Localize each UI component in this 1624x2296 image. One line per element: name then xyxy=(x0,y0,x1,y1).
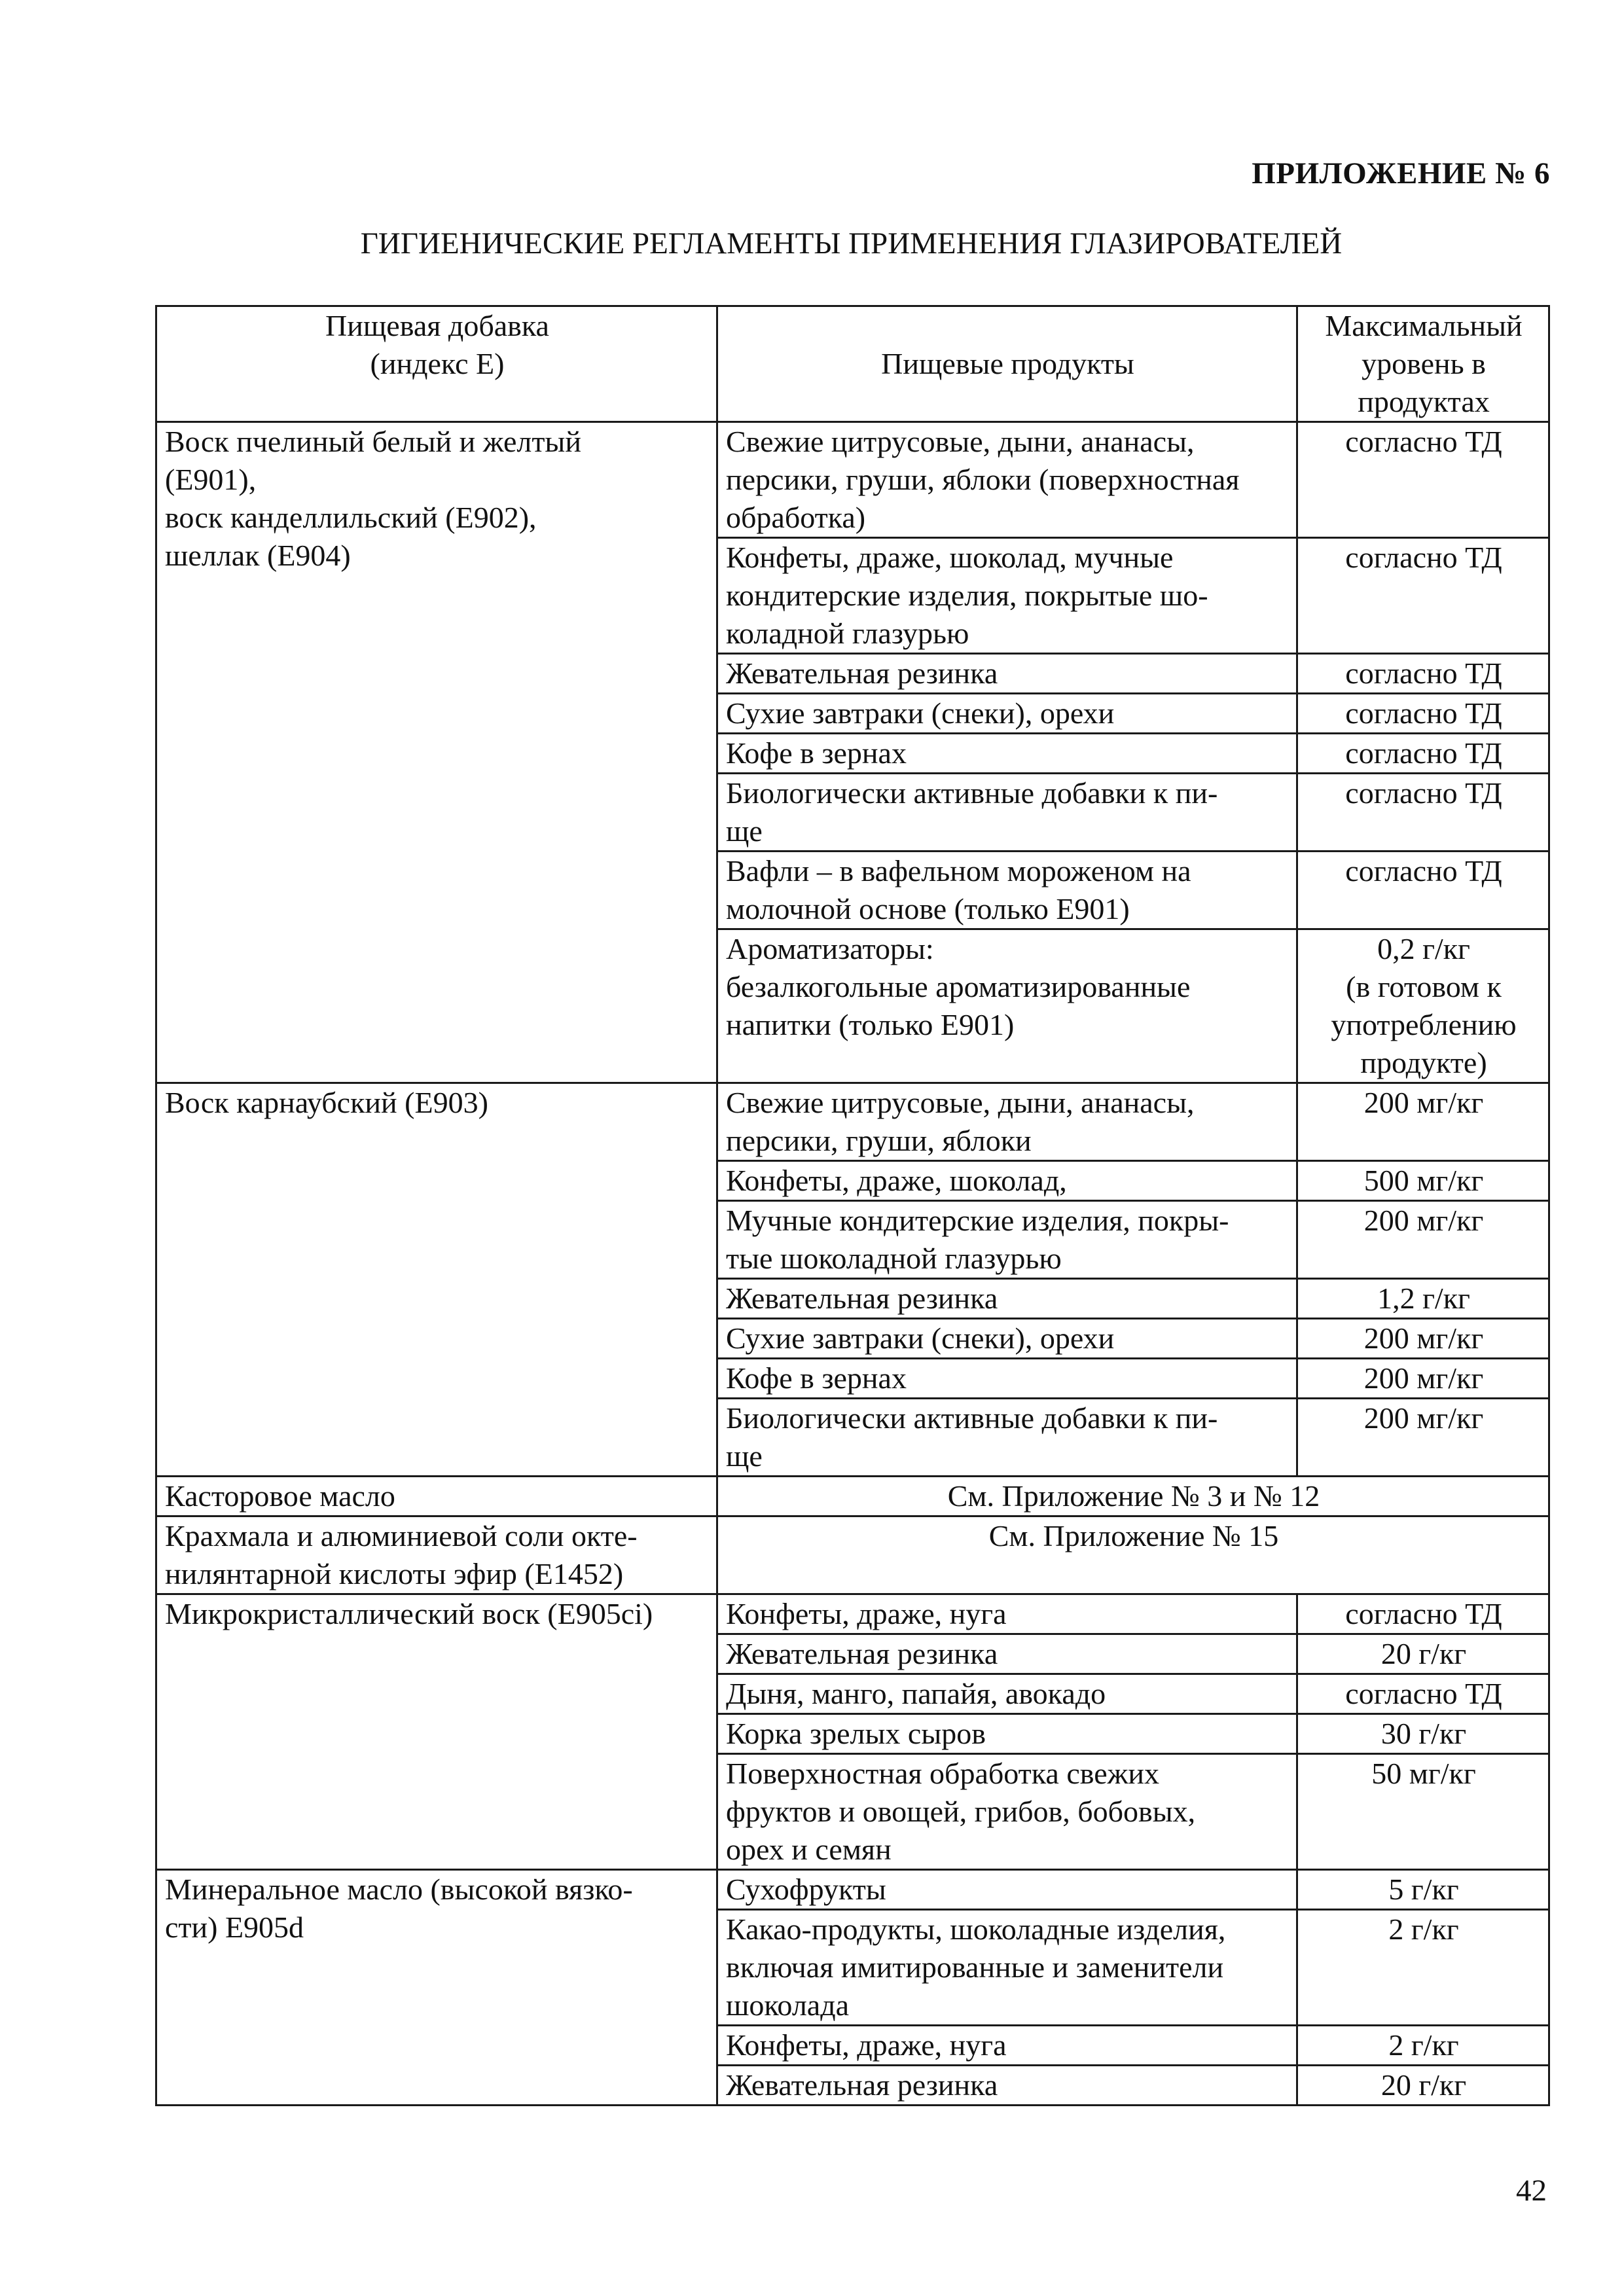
product-line: шоколада xyxy=(726,1988,850,2022)
additive-line: Крахмала и алюминиевой соли окте- xyxy=(165,1519,638,1552)
level-line: согласно ТД xyxy=(1345,1677,1502,1710)
product-line: персики, груши, яблоки (поверхностная xyxy=(726,463,1240,496)
level-line: 20 г/кг xyxy=(1380,1637,1467,1670)
product-cell xyxy=(717,1594,1297,1634)
level-line: согласно ТД xyxy=(1345,736,1502,770)
table-row xyxy=(156,1870,1549,1910)
product-cell xyxy=(717,2066,1297,2106)
level-line: 200 мг/кг xyxy=(1363,1204,1484,1237)
product-cell xyxy=(717,1161,1297,1201)
product-line: Конфеты, драже, нуга xyxy=(726,2028,1007,2062)
level-line: употреблению xyxy=(1331,1008,1517,1041)
level-line: 1,2 г/кг xyxy=(1377,1282,1470,1315)
product-line: Ароматизаторы: xyxy=(726,932,934,965)
table-body xyxy=(156,422,1549,2106)
page-number: 42 xyxy=(1516,2174,1547,2208)
max-level-cell xyxy=(1297,1319,1549,1359)
additive-line: воск канделлильский (Е902), xyxy=(165,501,537,534)
level-line: продукте) xyxy=(1360,1046,1487,1079)
product-line: Жевательная резинка xyxy=(726,1637,998,1670)
max-level-cell xyxy=(1297,1201,1549,1279)
product-line: тые шоколадной глазурью xyxy=(726,1242,1062,1275)
table-row xyxy=(156,422,1549,538)
product-cell xyxy=(717,1754,1297,1870)
product-line: ще xyxy=(726,814,763,848)
max-level-cell xyxy=(1297,1754,1549,1870)
product-line: фруктов и овощей, грибов, бобовых, xyxy=(726,1795,1196,1828)
product-line: Сухие завтраки (снеки), орехи xyxy=(726,1321,1115,1355)
max-level-cell xyxy=(1297,1594,1549,1634)
level-line: согласно ТД xyxy=(1345,854,1502,888)
max-level-cell xyxy=(1297,1674,1549,1714)
max-level-cell xyxy=(1297,1399,1549,1477)
additive-cell xyxy=(156,1477,717,1516)
header-level-line: уровень в xyxy=(1362,347,1486,380)
header-level-line: Максимальный xyxy=(1325,309,1523,342)
product-line: Поверхностная обработка свежих xyxy=(726,1757,1160,1790)
max-level-cell xyxy=(1297,1279,1549,1319)
product-line: напитки (только Е901) xyxy=(726,1008,1015,1041)
max-level-cell xyxy=(1297,2066,1549,2106)
product-cell xyxy=(717,1674,1297,1714)
additive-line: Касторовое масло xyxy=(165,1479,395,1513)
additive-line: Минеральное масло (высокой вязко- xyxy=(165,1873,633,1906)
level-line: согласно ТД xyxy=(1345,1597,1502,1630)
level-line: 50 мг/кг xyxy=(1371,1757,1476,1790)
product-cell xyxy=(717,1399,1297,1477)
level-line: 500 мг/кг xyxy=(1363,1164,1484,1197)
max-level-cell xyxy=(1297,538,1549,654)
product-line: Кофе в зернах xyxy=(726,736,907,770)
table-header xyxy=(156,306,1549,422)
appendix-label: ПРИЛОЖЕНИЕ № 6 xyxy=(1252,156,1550,190)
additive-cell xyxy=(156,1083,717,1477)
header-additive-line: Пищевая добавка xyxy=(325,309,549,342)
product-line: Конфеты, драже, шоколад, xyxy=(726,1164,1067,1197)
product-cell xyxy=(717,1319,1297,1359)
level-line: 2 г/кг xyxy=(1388,2028,1459,2062)
product-cell xyxy=(717,2026,1297,2066)
additive-line: Воск пчелиный белый и желтый xyxy=(165,425,581,458)
reference-cell: См. Приложение № 3 и № 12 xyxy=(717,1477,1549,1516)
level-line: согласно ТД xyxy=(1345,696,1502,730)
page-title: ГИГИЕНИЧЕСКИЕ РЕГЛАМЕНТЫ ПРИМЕНЕНИЯ ГЛАЗИРОВАТЕЛЕЙ xyxy=(360,226,1343,260)
level-line: 20 г/кг xyxy=(1380,2068,1467,2102)
additive-line: Воск карнаубский (Е903) xyxy=(165,1086,488,1119)
product-line: Конфеты, драже, шоколад, мучные xyxy=(726,541,1174,574)
additive-line: Микрокристаллический воск (Е905ci) xyxy=(165,1597,653,1630)
product-line: Биологически активные добавки к пи- xyxy=(726,776,1218,810)
product-line: Сухие завтраки (снеки), орехи xyxy=(726,696,1115,730)
level-line: 200 мг/кг xyxy=(1363,1321,1484,1355)
product-line: обработка) xyxy=(726,501,866,534)
additive-line: сти) Е905d xyxy=(165,1910,304,1944)
product-cell xyxy=(717,694,1297,734)
product-cell xyxy=(717,1201,1297,1279)
additive-cell xyxy=(156,422,717,1083)
additive-cell xyxy=(156,1594,717,1870)
product-line: Жевательная резинка xyxy=(726,1282,998,1315)
product-line: персики, груши, яблоки xyxy=(726,1124,1032,1157)
level-line: (в готовом к xyxy=(1346,970,1502,1003)
max-level-cell xyxy=(1297,1161,1549,1201)
max-level-cell xyxy=(1297,694,1549,734)
product-line: орех и семян xyxy=(726,1833,892,1866)
level-line: согласно ТД xyxy=(1345,425,1502,458)
table-row xyxy=(156,1516,1549,1594)
table-row xyxy=(156,1477,1549,1516)
max-level-cell xyxy=(1297,734,1549,774)
product-line: Жевательная резинка xyxy=(726,2068,998,2102)
product-line: безалкогольные ароматизированные xyxy=(726,970,1191,1003)
header-max-level xyxy=(1297,306,1549,422)
max-level-cell xyxy=(1297,1870,1549,1910)
product-cell xyxy=(717,734,1297,774)
level-line: согласно ТД xyxy=(1345,776,1502,810)
product-cell xyxy=(717,1359,1297,1399)
header-products: Пищевые продукты xyxy=(717,306,1297,422)
level-line: 5 г/кг xyxy=(1388,1873,1459,1906)
max-level-cell xyxy=(1297,1634,1549,1674)
max-level-cell xyxy=(1297,1714,1549,1754)
max-level-cell xyxy=(1297,1910,1549,2026)
product-line: Свежие цитрусовые, дыни, ананасы, xyxy=(726,1086,1195,1119)
product-line: Вафли – в вафельном мороженом на xyxy=(726,854,1191,888)
glazing-agents-table xyxy=(155,305,1550,2106)
level-line: 200 мг/кг xyxy=(1363,1086,1484,1119)
max-level-cell xyxy=(1297,929,1549,1083)
level-line: согласно ТД xyxy=(1345,541,1502,574)
product-cell xyxy=(717,1714,1297,1754)
product-line: кондитерские изделия, покрытые шо- xyxy=(726,579,1208,612)
product-line: Свежие цитрусовые, дыни, ананасы, xyxy=(726,425,1195,458)
max-level-cell xyxy=(1297,774,1549,852)
header-row xyxy=(156,306,1549,422)
level-line: 30 г/кг xyxy=(1380,1717,1467,1750)
additive-cell xyxy=(156,1516,717,1594)
product-cell xyxy=(717,538,1297,654)
product-line: включая имитированные и заменители xyxy=(726,1950,1224,1984)
header-additive-line: (индекс Е) xyxy=(370,347,505,380)
header-additive xyxy=(156,306,717,422)
product-line: Жевательная резинка xyxy=(726,656,998,690)
level-line: согласно ТД xyxy=(1345,656,1502,690)
level-line: 0,2 г/кг xyxy=(1377,932,1470,965)
max-level-cell xyxy=(1297,2026,1549,2066)
product-cell xyxy=(717,1634,1297,1674)
product-line: ще xyxy=(726,1439,763,1473)
product-line: Какао-продукты, шоколадные изделия, xyxy=(726,1912,1226,1946)
max-level-cell xyxy=(1297,1083,1549,1161)
max-level-cell xyxy=(1297,654,1549,694)
level-line: 200 мг/кг xyxy=(1363,1401,1484,1435)
product-cell xyxy=(717,1910,1297,2026)
additive-cell xyxy=(156,1870,717,2106)
product-line: Кофе в зернах xyxy=(726,1361,907,1395)
max-level-cell xyxy=(1297,852,1549,929)
product-cell xyxy=(717,852,1297,929)
product-line: Мучные кондитерские изделия, покры- xyxy=(726,1204,1229,1237)
product-cell xyxy=(717,654,1297,694)
max-level-cell xyxy=(1297,422,1549,538)
product-line: молочной основе (только Е901) xyxy=(726,892,1130,925)
additive-line: шеллак (Е904) xyxy=(165,539,351,572)
product-cell xyxy=(717,1870,1297,1910)
product-cell xyxy=(717,1083,1297,1161)
level-line: 200 мг/кг xyxy=(1363,1361,1484,1395)
header-level-line: продуктах xyxy=(1358,385,1490,418)
table-row xyxy=(156,1083,1549,1161)
product-cell xyxy=(717,1279,1297,1319)
product-line: Биологически активные добавки к пи- xyxy=(726,1401,1218,1435)
product-line: коладной глазурью xyxy=(726,617,969,650)
product-line: Сухофрукты xyxy=(726,1873,886,1906)
level-line: 2 г/кг xyxy=(1388,1912,1459,1946)
table-row xyxy=(156,1594,1549,1634)
product-line: Конфеты, драже, нуга xyxy=(726,1597,1007,1630)
product-line: Дыня, манго, папайя, авокадо xyxy=(726,1677,1106,1710)
product-cell xyxy=(717,774,1297,852)
product-line: Корка зрелых сыров xyxy=(726,1717,986,1750)
max-level-cell xyxy=(1297,1359,1549,1399)
additive-line: нилянтарной кислоты эфир (Е1452) xyxy=(165,1557,624,1590)
product-cell xyxy=(717,929,1297,1083)
reference-cell: См. Приложение № 15 xyxy=(717,1516,1549,1594)
product-cell xyxy=(717,422,1297,538)
additive-line: (Е901), xyxy=(165,463,257,496)
